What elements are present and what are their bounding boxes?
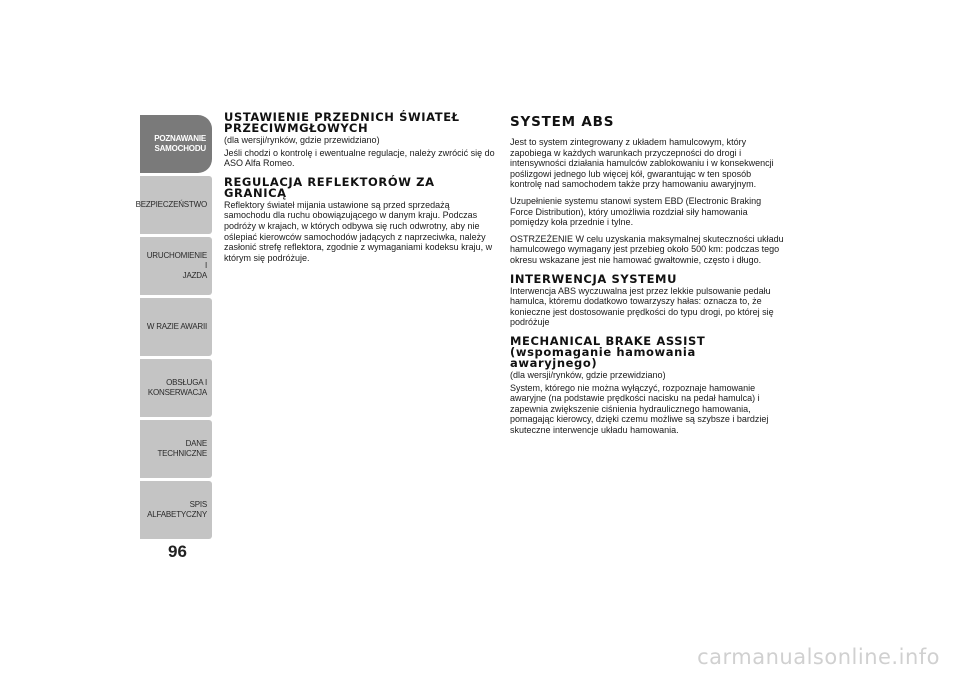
paragraph: System, którego nie można wyłączyć, rozpoznaje hamowanie awaryjne (na podstawie prędkości nacisku na pedał hamulca) i zapewnia zwiększenie ciśnienia hydraulicznego hamowania, pomagając kierowcy, dzięki czemu możliwe są szybsze i bardziej skuteczne interwencje układu hamowania. xyxy=(510,382,769,435)
section-system-intervention xyxy=(510,271,785,328)
heading-line: PRZECIWMGŁOWYCH xyxy=(224,121,369,135)
page-number: 96 xyxy=(168,542,187,561)
right-column xyxy=(510,112,785,443)
tab-uruchomienie-i-jazda[interactable]: URUCHOMIENIE I JAZDA xyxy=(140,237,212,295)
section-abs xyxy=(510,115,785,266)
tab-spis-alfabetyczny[interactable]: SPIS ALFABETYCZNY xyxy=(140,481,212,539)
section-heading: SYSTEM ABS xyxy=(510,114,615,130)
tab-dane-techniczne[interactable]: DANE TECHNICZNE xyxy=(140,420,212,478)
section-heading xyxy=(224,112,496,134)
heading-line: awaryjnego) xyxy=(510,355,598,370)
paragraph: Jest to system zintegrowany z układem hamulcowym, który zapobiega w każdych warunkach przyczepności do drogi i intensywności działania hamulców zablokowaniu i w konsekwencji poślizgowi jednego lub więcej kół, gwarantując w ten sposób kontrolę nad samochodem także przy hamowaniu awaryjnym. xyxy=(510,137,774,190)
availability-note: (dla wersji/rynków, gdzie przewidziano) xyxy=(510,369,666,380)
heading-line: (wspomaganie hamowania xyxy=(510,344,696,359)
section-front-fog-lights xyxy=(224,112,496,169)
warning-paragraph: OSTRZEŻENIE W celu uzyskania maksymalnej skuteczności układu hamulcowego wymagany jest przebieg około 500 km: podczas tego okresu wskazane jest nie hamować gwałtownie, często i długo. xyxy=(510,233,784,265)
tab-w-razie-awarii[interactable]: W RAZIE AWARII xyxy=(140,298,212,356)
tab-poznawanie-samochodu[interactable]: POZNAWANIE SAMOCHODU xyxy=(140,115,212,173)
paragraph: Jeśli chodzi o kontrolę i ewentualne regulacje, należy zwrócić się do ASO Alfa Romeo. xyxy=(224,147,495,169)
availability-note: (dla wersji/rynków, gdzie przewidziano) xyxy=(224,135,380,145)
tab-obsluga-i-konserwacja[interactable]: OBSŁUGA I KONSERWACJA xyxy=(140,359,212,417)
section-heading xyxy=(224,174,496,200)
paragraph: Uzupełnienie systemu stanowi system EBD (Electronic Braking Force Distribution), który umożliwia rozdział siły hamowania pomiędzy koła przednie i tylne. xyxy=(510,195,762,228)
heading-line: MECHANICAL BRAKE ASSIST xyxy=(510,333,706,348)
paragraph: Reflektory świateł mijania ustawione są przed sprzedażą samochodu dla ruchu obowiązującego w danym kraju. Podczas podróży w krajach, w których odbywa się ruch odwrotny, aby nie oślepiać kierowców samochodów jadących z naprzeciwka, należy zasłonić strefę reflektora, zgodnie z wymaganiami kodeksu kraju, w którym się podróżuje. xyxy=(224,199,493,263)
left-column xyxy=(224,112,496,271)
section-heading xyxy=(510,333,785,370)
section-mechanical-brake-assist xyxy=(510,333,785,436)
tab-bezpieczenstwo[interactable]: BEZPIECZEŃSTWO xyxy=(140,176,212,234)
heading-line: USTAWIENIE PRZEDNICH ŚWIATEŁ xyxy=(224,110,460,124)
chapter-tabs xyxy=(135,115,212,539)
heading-line: REGULACJA REFLEKTORÓW ZA xyxy=(224,174,435,189)
section-heading: INTERWENCJA SYSTEMU xyxy=(510,271,678,286)
section-headlight-adjustment-abroad xyxy=(224,174,496,264)
paragraph: Interwencja ABS wyczuwalna jest przez lekkie pulsowanie pedału hamulca, któremu dodatkowo towarzyszy hałas: oznacza to, że konieczne jest dostosowanie prędkości do typu drogi, po której się podróżuje xyxy=(510,285,774,328)
heading-line: GRANICĄ xyxy=(224,185,287,200)
watermark: carmanualsonline.info xyxy=(697,645,940,669)
